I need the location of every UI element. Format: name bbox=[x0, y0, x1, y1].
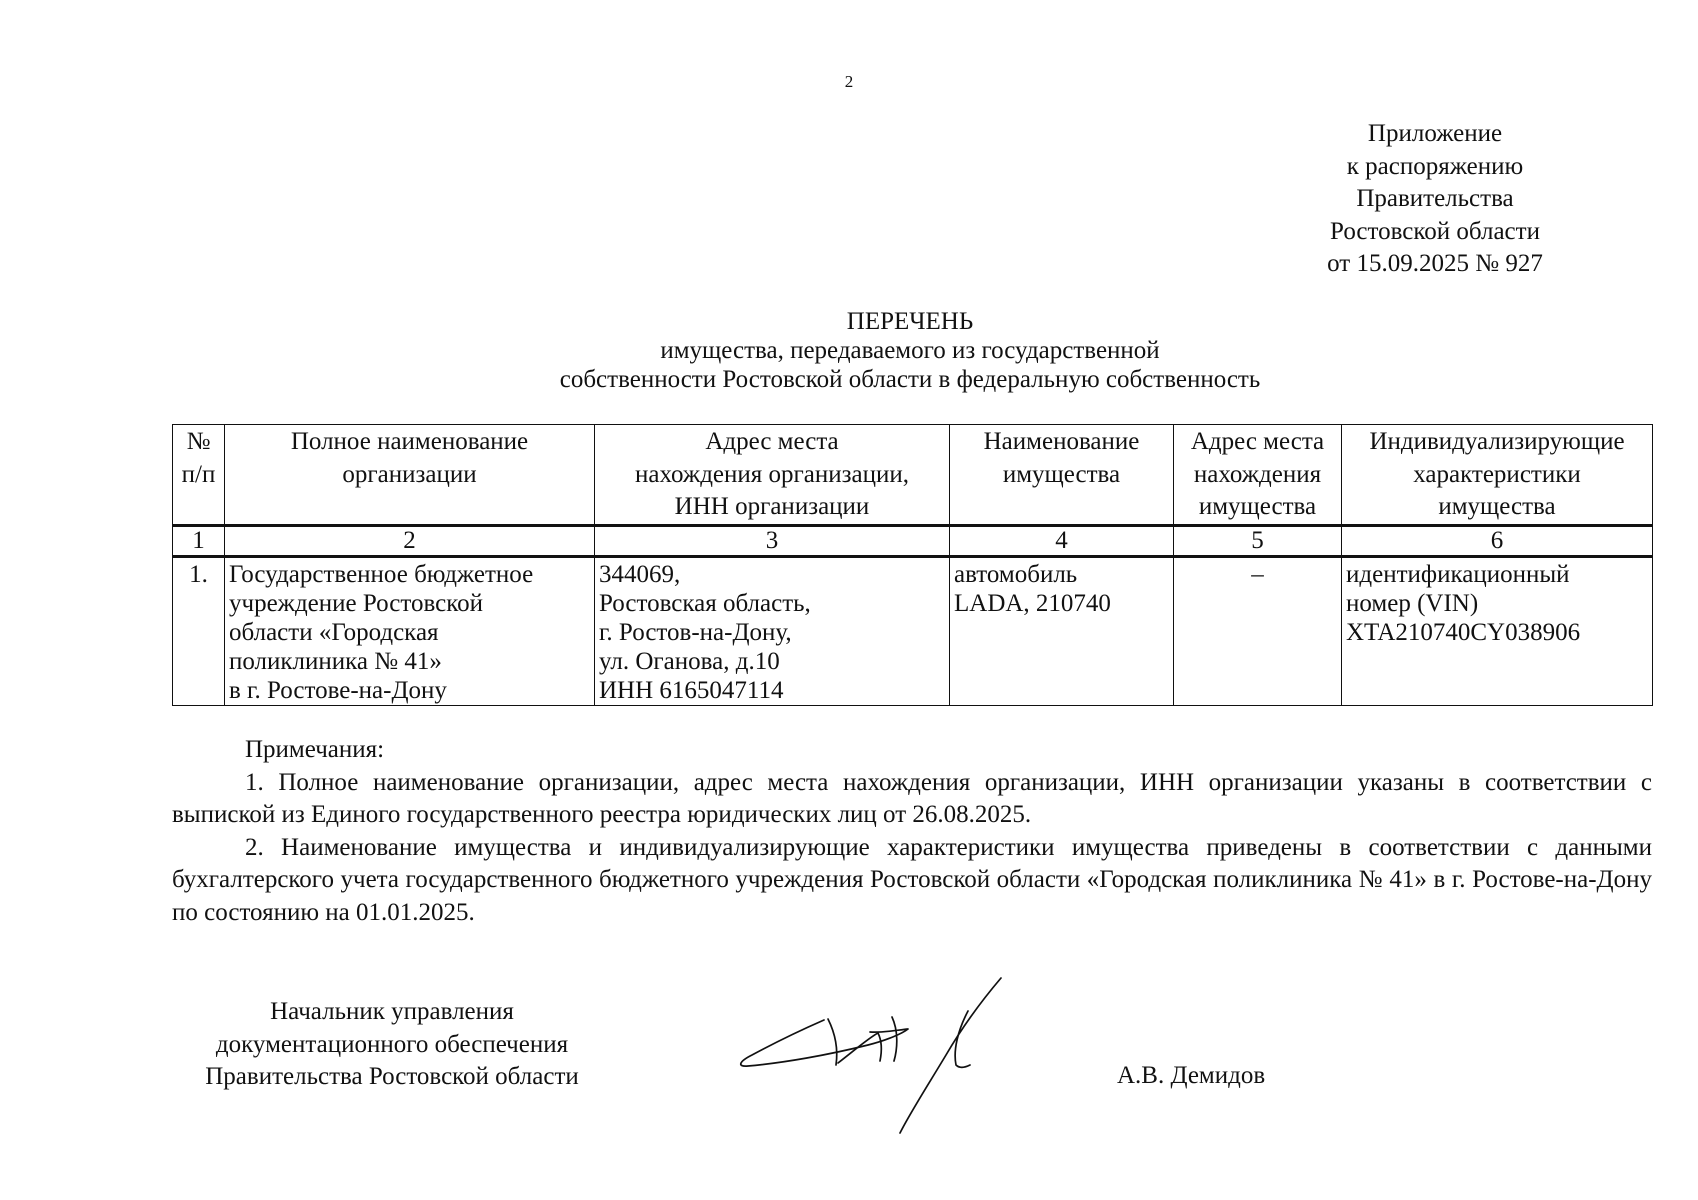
column-number: 3 bbox=[595, 525, 950, 556]
header-property-name bbox=[950, 425, 1174, 526]
appendix-line: Приложение bbox=[1367, 120, 1503, 147]
cell-line: поликлиника № 41» bbox=[229, 647, 442, 675]
header-line: имущества bbox=[1438, 493, 1556, 520]
cell-line: Государственное бюджетное bbox=[229, 560, 534, 588]
appendix-line: Правительства bbox=[1356, 185, 1514, 212]
header-line: имущества bbox=[1002, 460, 1121, 488]
cell-line: идентификационный bbox=[1346, 560, 1570, 588]
title-subtitle-line: имущества, передаваемого из государственной bbox=[660, 337, 1160, 364]
header-line: Индивидуализирующие bbox=[1369, 428, 1625, 455]
property-name-cell bbox=[950, 556, 1174, 705]
signatory-title-line: документационного обеспечения bbox=[215, 1030, 569, 1058]
column-number: 1 bbox=[173, 525, 225, 556]
header-property-address bbox=[1174, 425, 1342, 526]
property-address-cell: – bbox=[1174, 556, 1342, 705]
header-line: ИНН организации bbox=[674, 493, 870, 520]
cell-line: номер (VIN) bbox=[1346, 589, 1479, 617]
cell-line: области «Городская bbox=[229, 618, 439, 646]
cell-line: Ростовская область, bbox=[599, 589, 811, 617]
header-line: п/п bbox=[181, 460, 216, 488]
table-row bbox=[173, 556, 1653, 705]
header-line: № bbox=[186, 428, 211, 455]
cell-line: г. Ростов-на-Дону, bbox=[599, 618, 792, 646]
note-item: 2. Наименование имущества и индивидуализирующие характеристики имущества приведены в соответствии с данными бухгалтерского учета государственного бюджетного учреждения Ростовской области «Городская поликлиника № 41» в г. Ростове-на-Дону по состоянию на 01.01.2025. bbox=[172, 833, 1652, 926]
cell-line: ул. Оганова, д.10 bbox=[599, 647, 780, 675]
header-line: Адрес места bbox=[1190, 428, 1325, 455]
cell-line: 344069, bbox=[599, 560, 681, 588]
column-number: 6 bbox=[1342, 525, 1653, 556]
column-number: 5 bbox=[1174, 525, 1342, 556]
appendix-block bbox=[1280, 118, 1590, 281]
signatory-title-line: Начальник управления bbox=[270, 998, 514, 1025]
row-number: 1. bbox=[173, 556, 225, 705]
header-line: Полное наименование bbox=[290, 428, 529, 455]
document-title bbox=[450, 307, 1370, 394]
header-line: имущества bbox=[1198, 493, 1317, 520]
header-organization bbox=[225, 425, 595, 526]
handwritten-signature-image bbox=[738, 975, 1028, 1135]
property-table bbox=[172, 424, 1653, 706]
signatory-title-line: Правительства Ростовской области bbox=[205, 1063, 579, 1090]
address-cell bbox=[595, 556, 950, 705]
characteristics-cell bbox=[1342, 556, 1653, 705]
appendix-line: Ростовской области bbox=[1330, 217, 1540, 245]
header-line: нахождения организации, bbox=[635, 460, 909, 488]
appendix-line: от 15.09.2025 № 927 bbox=[1327, 250, 1543, 277]
header-line: организации bbox=[342, 460, 477, 488]
signer-name: А.В. Демидов bbox=[1117, 1062, 1266, 1089]
cell-line: XTA210740CY038906 bbox=[1346, 618, 1581, 646]
header-line: нахождения bbox=[1193, 460, 1322, 488]
title-subtitle-line: собственности Ростовской области в федеральную собственность bbox=[559, 366, 1261, 393]
column-number: 4 bbox=[950, 525, 1174, 556]
header-line: характеристики bbox=[1413, 460, 1581, 488]
column-number-row bbox=[173, 525, 1653, 556]
appendix-line: к распоряжению bbox=[1346, 152, 1524, 180]
page-number: 2 bbox=[844, 72, 854, 91]
title-heading: ПЕРЕЧЕНЬ bbox=[846, 308, 974, 335]
cell-line: ИНН 6165047114 bbox=[599, 676, 784, 704]
notes-heading: Примечания: bbox=[245, 736, 385, 763]
signatory-title bbox=[172, 996, 612, 1094]
note-item: 1. Полное наименование организации, адрес места нахождения организации, ИНН организации указаны в соответствии с выпиской из Единого государственного реестра юридических лиц от 26.08.2025. bbox=[172, 768, 1652, 828]
header-line: Наименование bbox=[983, 428, 1140, 455]
notes-section bbox=[172, 734, 1652, 929]
column-number: 2 bbox=[225, 525, 595, 556]
header-characteristics bbox=[1342, 425, 1653, 526]
header-org-address bbox=[595, 425, 950, 526]
cell-line: учреждение Ростовской bbox=[229, 589, 483, 617]
header-line: Адрес места bbox=[705, 428, 839, 455]
cell-line: автомобиль bbox=[954, 560, 1078, 588]
cell-line: LADA, 210740 bbox=[954, 589, 1111, 617]
header-number bbox=[173, 425, 225, 526]
organization-cell bbox=[225, 556, 595, 705]
table-header-row bbox=[173, 425, 1653, 526]
cell-line: в г. Ростове-на-Дону bbox=[229, 676, 447, 704]
